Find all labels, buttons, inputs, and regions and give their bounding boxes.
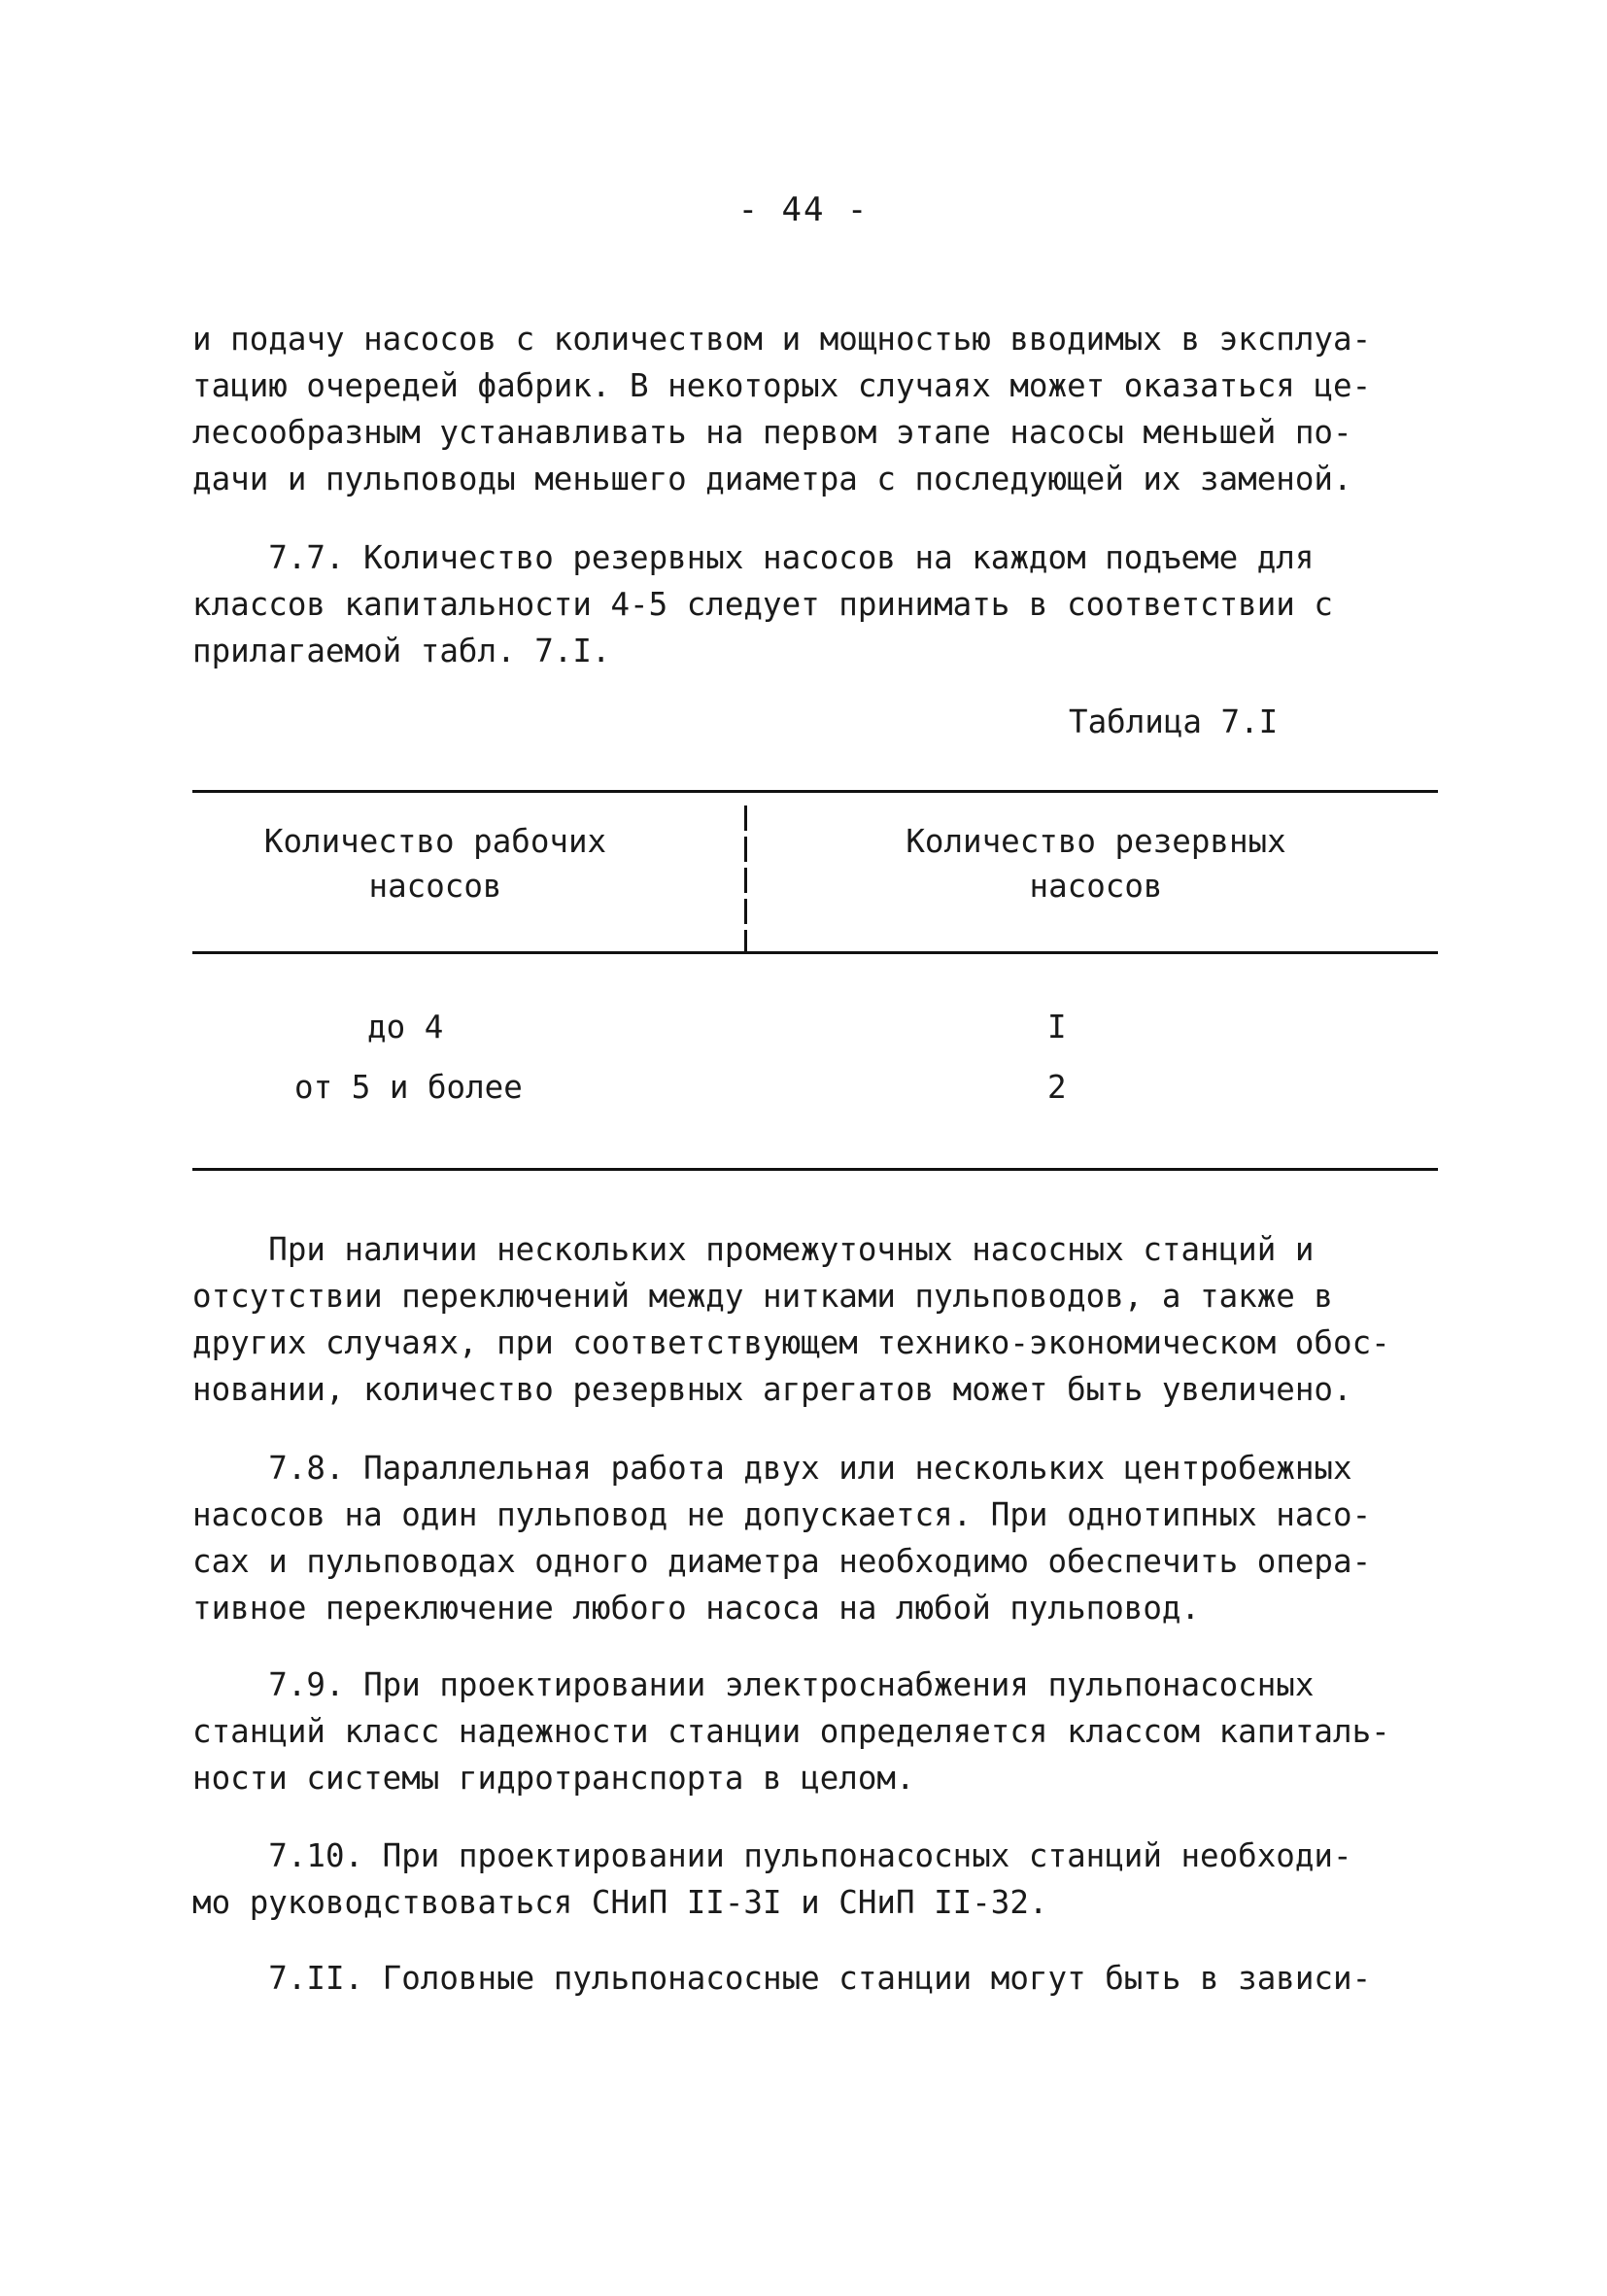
text-line: станций класс надежности станции определяется классом капиталь- bbox=[192, 1713, 1390, 1750]
text-line: тивное переключение любого насоса на любой пульповод. bbox=[192, 1590, 1201, 1627]
text-line: отсутствии переключений между нитками пульповодов, а также в bbox=[192, 1278, 1333, 1315]
table-cell: I bbox=[1047, 1009, 1067, 1045]
text-line: При наличии нескольких промежуточных насосных станций и bbox=[192, 1231, 1315, 1268]
text-line: ности системы гидротранспорта в целом. bbox=[192, 1760, 915, 1797]
text-line: и подачу насосов с количеством и мощностью вводимых в эксплуа- bbox=[192, 321, 1372, 358]
text-line: прилагаемой табл. 7.I. bbox=[192, 633, 611, 669]
text-line: 7.9. При проектировании электроснабжения пульпонасосных bbox=[192, 1666, 1315, 1703]
pump-reserve-table bbox=[192, 790, 1438, 1169]
header-line: насосов bbox=[1029, 868, 1163, 905]
text-line: мо руководствоваться СНиП II-3I и СНиП II-32. bbox=[192, 1884, 1048, 1921]
table-header-rule bbox=[192, 951, 1438, 954]
text-line: тацию очередей фабрик. В некоторых случаях может оказаться це- bbox=[192, 367, 1372, 404]
text-line: сах и пульповодах одного диаметра необходимо обеспечить опера- bbox=[192, 1543, 1372, 1580]
header-line: Количество рабочих bbox=[263, 823, 607, 860]
intro-paragraph bbox=[192, 316, 1446, 502]
paragraph-after-table bbox=[192, 1226, 1446, 1413]
table-bottom-rule bbox=[192, 1168, 1438, 1171]
paragraph-7-11 bbox=[192, 1955, 1446, 2002]
text-line: других случаях, при соответствующем технико-экономическом обос- bbox=[192, 1324, 1390, 1361]
table-cell: от 5 и более bbox=[294, 1069, 523, 1106]
paragraph-7-8 bbox=[192, 1445, 1446, 1631]
table-top-rule bbox=[192, 790, 1438, 793]
text-line: 7.10. При проектировании пульпонасосных станций необходи- bbox=[192, 1837, 1352, 1874]
text-line: дачи и пульповоды меньшего диаметра с последующей их заменой. bbox=[192, 461, 1352, 497]
paragraph-7-9 bbox=[192, 1662, 1446, 1801]
table-header-reserve-pumps bbox=[892, 819, 1300, 908]
header-line: Количество резервных bbox=[906, 823, 1286, 860]
text-line: классов капитальности 4-5 следует принимать в соответствии с bbox=[192, 586, 1333, 623]
text-line: насосов на один пульповод не допускается. При однотипных насо- bbox=[192, 1496, 1372, 1533]
paragraph-7-7 bbox=[192, 534, 1446, 674]
table-cell: 2 bbox=[1047, 1069, 1067, 1106]
page-number: - 44 - bbox=[737, 190, 870, 229]
table-caption: Таблица 7.I bbox=[1069, 703, 1279, 740]
header-line: насосов bbox=[368, 868, 502, 905]
text-line: лесообразным устанавливать на первом этапе насосы меньшей по- bbox=[192, 414, 1352, 451]
text-line: 7.II. Головные пульпонасосные станции могут быть в зависи- bbox=[192, 1960, 1372, 1997]
paragraph-7-10 bbox=[192, 1833, 1446, 1926]
table-header-working-pumps bbox=[251, 819, 620, 908]
table-column-separator bbox=[744, 805, 747, 953]
text-line: 7.7. Количество резервных насосов на каждом подъеме для bbox=[192, 539, 1315, 576]
text-line: 7.8. Параллельная работа двух или нескольких центробежных bbox=[192, 1450, 1352, 1487]
table-cell: до 4 bbox=[367, 1009, 444, 1045]
text-line: новании, количество резервных агрегатов может быть увеличено. bbox=[192, 1371, 1352, 1408]
